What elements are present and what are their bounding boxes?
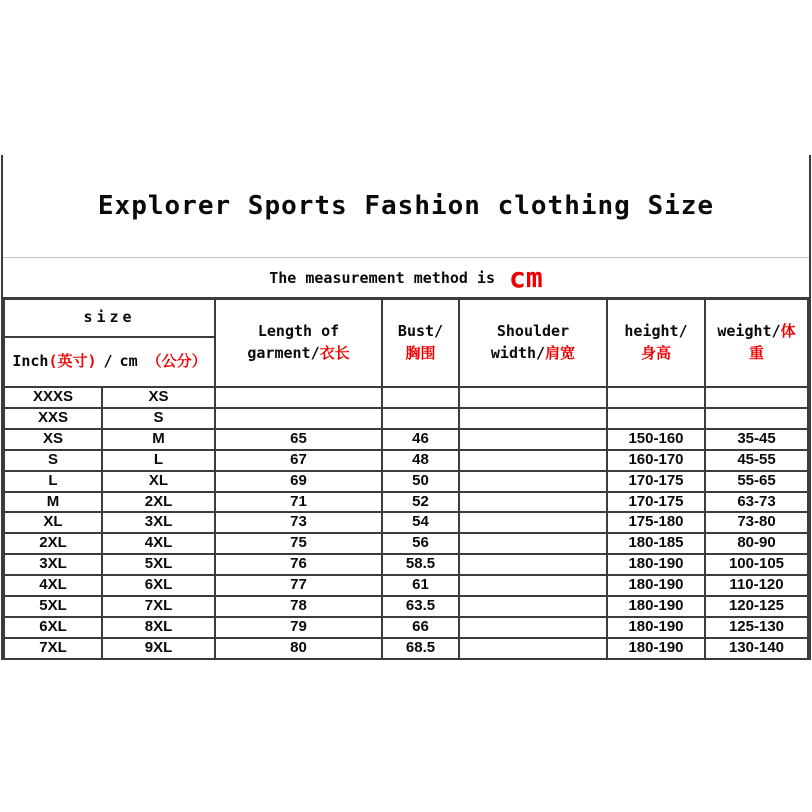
size-chart-sheet [1, 155, 811, 660]
cell-shoulder [459, 617, 607, 638]
cell-shoulder [459, 450, 607, 471]
cell-length [215, 387, 382, 408]
cell-weight: 73-80 [705, 512, 808, 533]
cell-length: 77 [215, 575, 382, 596]
cell-cm: 4XL [102, 533, 215, 554]
page-title: Explorer Sports Fashion clothing Size [97, 191, 715, 221]
title-block [3, 155, 809, 258]
cell-weight: 110-120 [705, 575, 808, 596]
cell-height: 180-185 [607, 533, 705, 554]
cell-height: 170-175 [607, 471, 705, 492]
cell-bust: 63.5 [382, 596, 459, 617]
cell-bust: 52 [382, 492, 459, 513]
cell-cm: 6XL [102, 575, 215, 596]
cell-weight: 55-65 [705, 471, 808, 492]
cell-cm: 8XL [102, 617, 215, 638]
cell-weight: 80-90 [705, 533, 808, 554]
cell-inch: 5XL [4, 596, 102, 617]
measurement-prefix: The measurement method is [269, 268, 496, 287]
cell-inch: XL [4, 512, 102, 533]
cell-shoulder [459, 512, 607, 533]
cell-shoulder [459, 554, 607, 575]
table-row [4, 387, 808, 408]
cell-weight: 100-105 [705, 554, 808, 575]
table-row [4, 492, 808, 513]
cell-bust: 46 [382, 429, 459, 450]
measurement-note [3, 258, 809, 297]
cell-weight: 63-73 [705, 492, 808, 513]
cell-bust: 54 [382, 512, 459, 533]
cell-weight: 130-140 [705, 638, 808, 659]
column-header-height: height/ 身高 [607, 299, 705, 388]
cell-inch: L [4, 471, 102, 492]
cell-length: 67 [215, 450, 382, 471]
cell-length [215, 408, 382, 429]
cell-bust: 56 [382, 533, 459, 554]
cell-height: 180-190 [607, 638, 705, 659]
cell-weight [705, 387, 808, 408]
cell-shoulder [459, 638, 607, 659]
cell-cm: XS [102, 387, 215, 408]
cell-height: 175-180 [607, 512, 705, 533]
cell-length: 76 [215, 554, 382, 575]
cell-shoulder [459, 387, 607, 408]
size-table [3, 297, 809, 660]
cell-inch: 3XL [4, 554, 102, 575]
cell-cm: M [102, 429, 215, 450]
cell-inch: XXS [4, 408, 102, 429]
cell-height: 170-175 [607, 492, 705, 513]
column-header-shoulder: Shoulder width/肩宽 [459, 299, 607, 388]
cell-shoulder [459, 533, 607, 554]
cell-shoulder [459, 575, 607, 596]
cell-height: 150-160 [607, 429, 705, 450]
cell-height: 180-190 [607, 596, 705, 617]
cell-bust: 61 [382, 575, 459, 596]
cell-inch: M [4, 492, 102, 513]
cell-cm: 7XL [102, 596, 215, 617]
cell-bust: 66 [382, 617, 459, 638]
cell-inch: 4XL [4, 575, 102, 596]
cell-length: 71 [215, 492, 382, 513]
cell-inch: XXXS [4, 387, 102, 408]
table-row [4, 533, 808, 554]
cell-bust [382, 408, 459, 429]
cell-bust: 50 [382, 471, 459, 492]
cell-cm: 9XL [102, 638, 215, 659]
cell-height: 180-190 [607, 575, 705, 596]
cell-height: 160-170 [607, 450, 705, 471]
cell-weight: 35-45 [705, 429, 808, 450]
table-row [4, 408, 808, 429]
cell-shoulder [459, 429, 607, 450]
cell-height [607, 408, 705, 429]
cell-inch: 6XL [4, 617, 102, 638]
cell-height [607, 387, 705, 408]
size-table-header [4, 299, 808, 388]
cell-cm: 2XL [102, 492, 215, 513]
size-group-label: size [83, 308, 136, 327]
table-row [4, 617, 808, 638]
column-header-length: Length of garment/衣长 [215, 299, 382, 388]
cell-inch: XS [4, 429, 102, 450]
table-row [4, 450, 808, 471]
cell-height: 180-190 [607, 554, 705, 575]
cell-shoulder [459, 471, 607, 492]
table-row [4, 638, 808, 659]
cell-length: 79 [215, 617, 382, 638]
cell-weight: 45-55 [705, 450, 808, 471]
size-group-header [4, 299, 215, 338]
cell-bust [382, 387, 459, 408]
cell-shoulder [459, 596, 607, 617]
column-header-weight: weight/体 重 [705, 299, 808, 388]
cell-bust: 68.5 [382, 638, 459, 659]
header-row-top [4, 299, 808, 338]
cell-length: 80 [215, 638, 382, 659]
cell-length: 78 [215, 596, 382, 617]
cell-bust: 48 [382, 450, 459, 471]
cell-cm: XL [102, 471, 215, 492]
cell-length: 73 [215, 512, 382, 533]
cell-cm: 3XL [102, 512, 215, 533]
size-table-body [4, 387, 808, 659]
cell-length: 75 [215, 533, 382, 554]
cell-inch: 7XL [4, 638, 102, 659]
cell-height: 180-190 [607, 617, 705, 638]
cell-cm: L [102, 450, 215, 471]
cell-weight: 120-125 [705, 596, 808, 617]
cell-shoulder [459, 492, 607, 513]
cell-length: 65 [215, 429, 382, 450]
cell-inch: S [4, 450, 102, 471]
cell-weight: 125-130 [705, 617, 808, 638]
table-row [4, 554, 808, 575]
table-row [4, 596, 808, 617]
table-row [4, 512, 808, 533]
table-row [4, 575, 808, 596]
cell-weight [705, 408, 808, 429]
cell-inch: 2XL [4, 533, 102, 554]
table-row [4, 429, 808, 450]
table-row [4, 471, 808, 492]
measurement-unit: cm [509, 260, 543, 294]
column-header-bust: Bust/ 胸围 [382, 299, 459, 388]
cell-cm: S [102, 408, 215, 429]
size-units-subheader: Inch(英寸) / cm （公分） [4, 337, 215, 387]
cell-shoulder [459, 408, 607, 429]
cell-length: 69 [215, 471, 382, 492]
cell-cm: 5XL [102, 554, 215, 575]
cell-bust: 58.5 [382, 554, 459, 575]
